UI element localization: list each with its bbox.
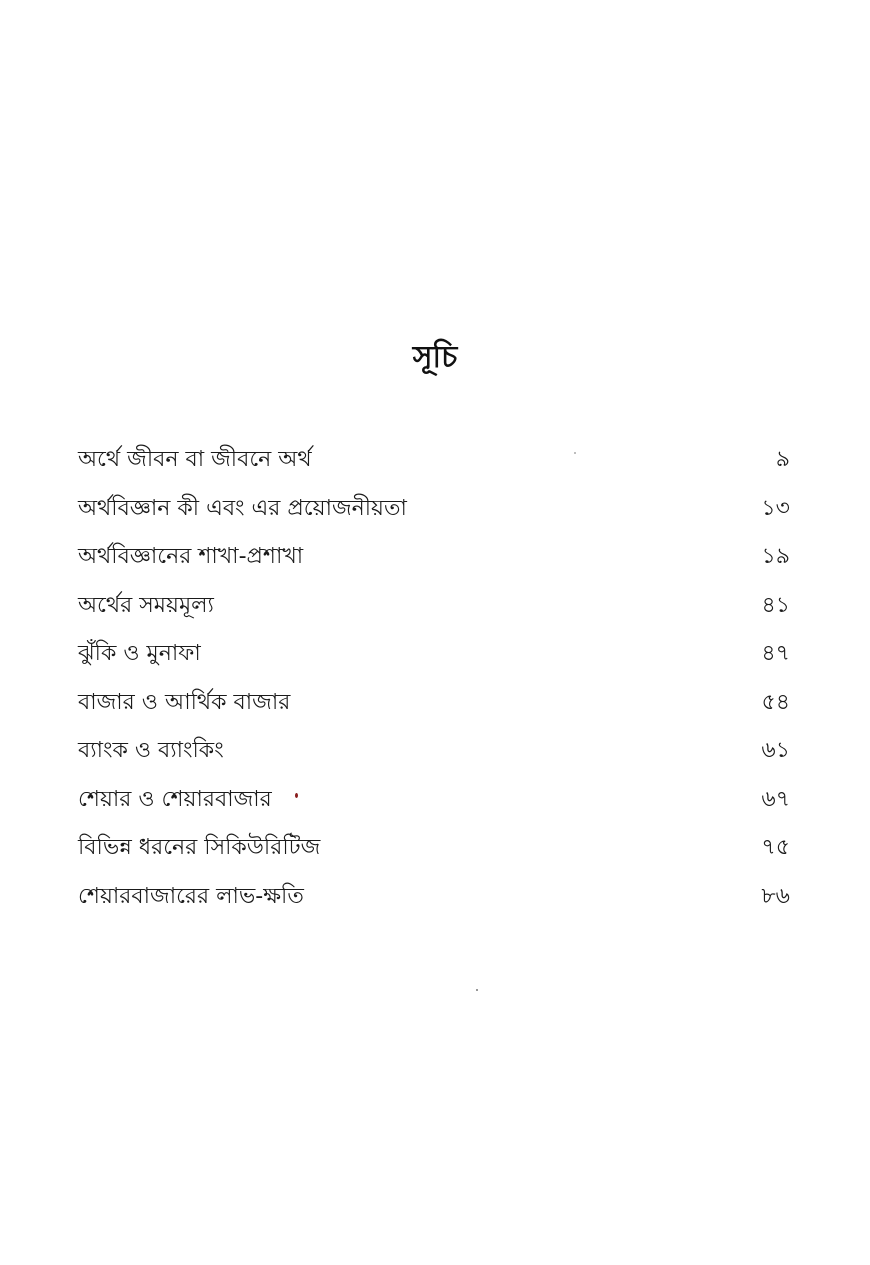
toc-entry-page-number: ৪৭	[761, 641, 790, 667]
toc-entry-title: বাজার ও আর্থিক বাজার	[78, 689, 291, 715]
toc-entry-page-number: ৭৫	[761, 835, 790, 861]
toc-entry-title: অর্থবিজ্ঞান কী এবং এর প্রয়োজনীয়তা	[78, 495, 407, 521]
toc-entry-title: শেয়ারবাজারের লাভ-ক্ষতি	[78, 883, 304, 909]
toc-entry-page-number: ৬১	[761, 738, 790, 764]
toc-entry	[78, 727, 790, 776]
toc-entry	[78, 630, 790, 679]
toc-entry	[78, 679, 790, 728]
toc-entry-title: অর্থের সময়মূল্য	[78, 592, 214, 618]
toc-entry-page-number: ৯	[775, 447, 790, 473]
toc-entry-title: ঝুঁকি ও মুনাফা	[78, 641, 201, 667]
ink-speck	[476, 989, 478, 991]
toc-entry	[78, 436, 790, 485]
toc-entry	[78, 873, 790, 922]
toc-entry	[78, 824, 790, 873]
ink-speck	[295, 793, 298, 798]
toc-entry	[78, 582, 790, 631]
toc-entry	[78, 533, 790, 582]
toc-entry-title: অর্থে জীবন বা জীবনে অর্থ	[78, 447, 312, 473]
toc-entry-page-number: ৬৭	[761, 786, 790, 812]
toc-entry-title: ব্যাংক ও ব্যাংকিং	[78, 738, 224, 764]
toc-entry	[78, 485, 790, 534]
page-title: সূচি	[412, 340, 458, 375]
table-of-contents	[78, 436, 790, 921]
toc-entry-title: অর্থবিজ্ঞানের শাখা-প্রশাখা	[78, 544, 304, 570]
toc-entry	[78, 776, 790, 825]
ink-speck	[574, 452, 576, 454]
toc-entry-page-number: ৫৪	[761, 689, 790, 715]
toc-entry-page-number: ১৯	[761, 544, 790, 570]
toc-entry-page-number: ১৩	[761, 495, 790, 521]
toc-entry-title: বিভিন্ন ধরনের সিকিউরিটিজ	[78, 835, 321, 861]
toc-entry-page-number: ৮৬	[761, 883, 790, 909]
toc-entry-page-number: ৪১	[761, 592, 790, 618]
toc-entry-title: শেয়ার ও শেয়ারবাজার	[78, 786, 272, 812]
